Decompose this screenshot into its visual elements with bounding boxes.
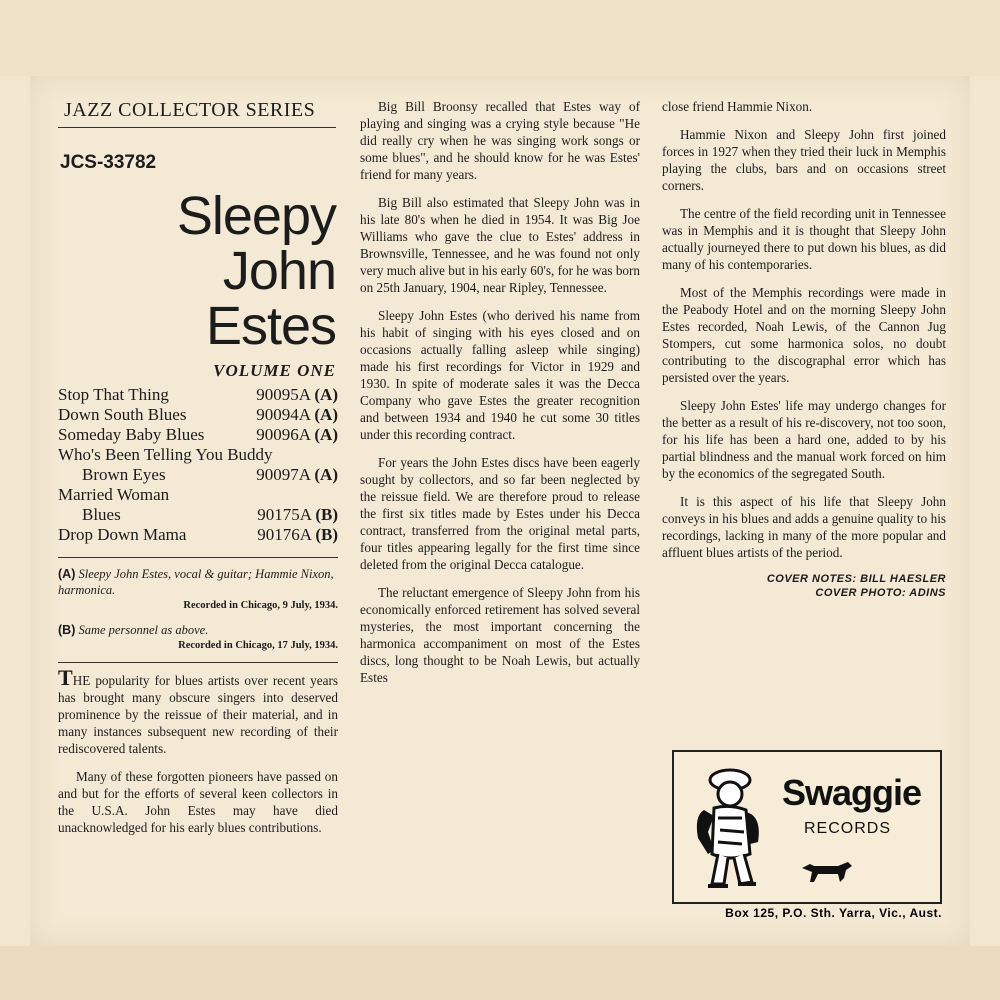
dog-icon (798, 856, 854, 886)
notes-paragraph: The centre of the field recording unit in Tennessee was in Memphis and it is thought that Sleepy John actually journeyed there to put down his blues, as did many of his contemporaries. (662, 206, 946, 272)
session-key: (B) (58, 623, 76, 637)
artist-line: John (222, 241, 336, 301)
notes-text: HE popularity for blues artists over recent years has brought many obscure singers into deserved prominence by the reissue of their material, and in many instances subsequent new recording of their rediscovered talents. (58, 673, 338, 756)
track-matrix: 90094A (256, 405, 311, 424)
notes-paragraph: For years the John Estes discs have been eagerly sought by collectors, and so far been neglected by the reissue field. We are therefore proud to release the first six titles made by Estes under his Decca contract, transferred from the original metal parts, four titles appearing legally for the first time since deleted from the original Decca catalogue. (360, 455, 640, 572)
session-key: (A) (58, 567, 76, 581)
track-title: Down South Blues (58, 405, 187, 424)
track-session: (B) (315, 525, 338, 544)
bottom-border (0, 946, 1000, 1000)
liner-notes-panel (30, 76, 970, 946)
track-session: (A) (314, 405, 338, 424)
credits (662, 572, 946, 600)
session-personnel: Same personnel as above. (78, 623, 209, 637)
track-matrix: 90095A (256, 385, 311, 404)
track-row-continued (58, 505, 338, 525)
track-matrix: 90097A (256, 465, 311, 484)
top-border (0, 0, 1000, 76)
track-list (58, 385, 338, 545)
notes-paragraph: Sleepy John Estes' life may undergo changes for the better as a result of his re-discovery, not too soon, for his life has been a hard one, added to by his partial blindness and the manual work forced on him by the economics of the segregated South. (662, 398, 946, 481)
notes-paragraph: Big Bill also estimated that Sleepy John was in his late 80's when he died in 1954. It was Big Joe Williams who gave the clue to Estes' address in Brownsville, Tennessee, and he was found not only very much alive but in his early 60's, for he was born on 25th January, 1904, near Ripley, Tennessee. (360, 195, 640, 295)
recording-info: Recorded in Chicago, 17 July, 1934. (178, 640, 338, 651)
session-b-note (58, 622, 338, 654)
track-row (58, 525, 338, 545)
track-title: Someday Baby Blues (58, 425, 205, 444)
notes-paragraph: The reluctant emergence of Sleepy John from his economically enforced retirement has solved several mysteries, the most important concerning the harmonica accompaniment on most of the Estes discs, long thought to be Noah Lewis, but actually Estes (360, 585, 640, 685)
right-column (662, 98, 946, 600)
artist-line: Estes (205, 296, 336, 356)
session-personnel: Sleepy John Estes, vocal & guitar; Hammie Nixon, harmonica. (58, 567, 334, 597)
artist-name (58, 186, 338, 356)
track-session: (A) (314, 465, 338, 484)
catalog-number: JCS-33782 (60, 152, 157, 173)
notes-paragraph: It is this aspect of his life that Sleepy John conveys in his blues and adds a genuine quality to his recordings, lacking in many of the more popular and affluent blues artists of the period. (662, 494, 946, 560)
track-row (58, 425, 338, 445)
notes-paragraph: Big Bill Broonsy recalled that Estes way of playing and singing was a crying style because "He did really cry when he was singing work songs or some blues", and he should know for he was Estes' friend for many years. (360, 99, 640, 182)
track-row-continued (58, 465, 338, 485)
track-matrix: 90175A (257, 505, 312, 524)
notes-paragraph (58, 665, 338, 757)
cover-notes-credit: COVER NOTES: BILL HAESLER (766, 573, 946, 585)
track-session: (A) (314, 385, 338, 404)
label-address: Box 125, P.O. Sth. Yarra, Vic., Aust. (725, 906, 942, 920)
track-title-continued: Brown Eyes (82, 465, 166, 484)
notes-paragraph: Sleepy John Estes (who derived his name from his habit of singing with his eyes closed and on occasions actually falling asleep while singing) made his first recordings for Victor in 1929 and 1930. In spite of moderate sales it was the Decca Company who gave Estes the greater recognition and between 1934 and 1940 he cut some 30 titles under this recording contract. (360, 308, 640, 442)
notes-paragraph: Hammie Nixon and Sleepy John first joined forces in 1927 when they tried their luck in Memphis playing the clubs, bars and on occasions street corners. (662, 127, 946, 193)
track-title: Drop Down Mama (58, 525, 187, 544)
track-session: (A) (314, 425, 338, 444)
track-title: Stop That Thing (58, 385, 169, 404)
artist-line: Sleepy (176, 186, 336, 246)
track-title: Who's Been Telling You Buddy (58, 445, 273, 464)
track-title-continued: Blues (82, 505, 121, 524)
swaggie-logo-box (672, 750, 942, 904)
track-matrix: 90096A (256, 425, 311, 444)
divider (58, 557, 338, 558)
label-name: Swaggie (782, 772, 922, 813)
volume-title: VOLUME ONE (213, 361, 336, 380)
track-matrix: 90176A (257, 525, 312, 544)
notes-paragraph: close friend Hammie Nixon. (662, 99, 813, 114)
notes-paragraph: Most of the Memphis recordings were made in the Peabody Hotel and on the morning Sleepy John Estes recorded, Noah Lewis, of the Cannon Jug Stompers, cut some harmonica solos, no doubt contributing to the discographal error which has persisted over the years. (662, 285, 946, 385)
left-column (58, 98, 338, 847)
series-title: JAZZ COLLECTOR SERIES (58, 98, 336, 128)
cover-photo-credit: COVER PHOTO: ADINS (815, 587, 946, 599)
track-row (58, 445, 338, 465)
notes-paragraph: Many of these forgotten pioneers have passed on and but for the efforts of several keen collectors in the U.S.A. John Estes may have died unacknowledged for his early blues contributions. (58, 769, 338, 835)
track-session: (B) (315, 505, 338, 524)
track-row (58, 485, 338, 505)
divider (58, 662, 338, 663)
drop-cap: T (58, 665, 73, 690)
recording-info: Recorded in Chicago, 9 July, 1934. (183, 600, 338, 611)
track-row (58, 405, 338, 425)
label-subtitle: RECORDS (804, 820, 892, 837)
track-row (58, 385, 338, 405)
track-title: Married Woman (58, 485, 170, 504)
session-a-note (58, 566, 338, 614)
swagman-icon (684, 758, 774, 898)
middle-column (360, 98, 640, 697)
